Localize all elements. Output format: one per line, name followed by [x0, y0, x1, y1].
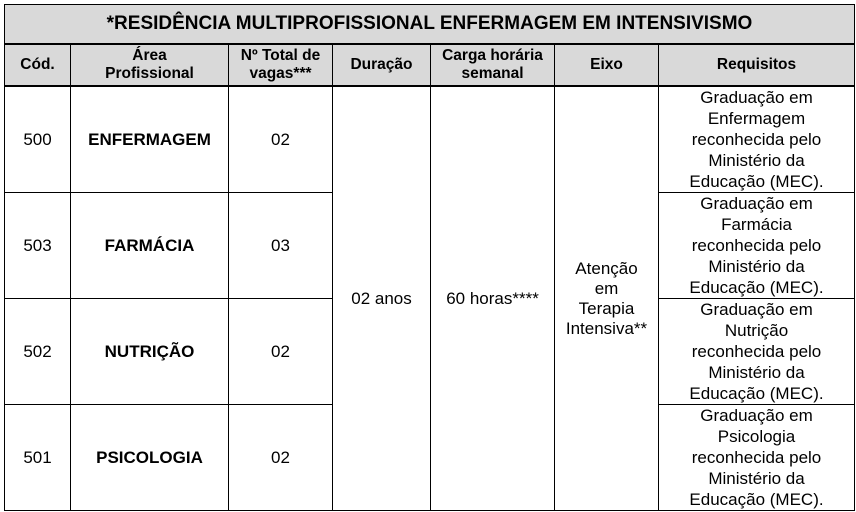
cell-requisitos: [659, 299, 855, 405]
header-area-line2: Profissional: [105, 65, 194, 82]
eixo-line: em: [594, 278, 619, 298]
header-cod: Cód.: [5, 44, 71, 86]
req-line: reconhecida pelo: [691, 342, 822, 361]
req-line: reconhecida pelo: [691, 236, 822, 255]
table-title: *RESIDÊNCIA MULTIPROFISSIONAL ENFERMAGEM EM INTENSIVISMO: [5, 5, 855, 45]
cell-area: ENFERMAGEM: [71, 86, 229, 193]
req-line: Ministério da: [708, 151, 805, 170]
cell-vagas: 03: [229, 193, 333, 299]
req-line: Educação (MEC).: [689, 384, 824, 403]
header-duracao: Duração: [333, 44, 431, 86]
header-carga-line2: semanal: [461, 65, 524, 82]
cell-vagas: 02: [229, 299, 333, 405]
req-line: Enfermagem: [707, 109, 806, 128]
header-vagas-line1: Nº Total de: [240, 47, 321, 64]
cell-cod: 501: [5, 405, 71, 511]
req-line: Ministério da: [708, 363, 805, 382]
req-line: Graduação em: [700, 88, 813, 107]
cell-cod: 503: [5, 193, 71, 299]
cell-requisitos: [659, 86, 855, 193]
cell-area: FARMÁCIA: [71, 193, 229, 299]
header-vagas: [229, 44, 333, 86]
header-row: [5, 44, 855, 86]
req-line: Farmácia: [721, 215, 792, 234]
req-line: Nutrição: [724, 321, 789, 340]
cell-eixo: [555, 86, 659, 511]
header-carga: [431, 44, 555, 86]
cell-cod: 502: [5, 299, 71, 405]
residency-table: [4, 4, 855, 511]
req-line: Educação (MEC).: [689, 172, 824, 191]
cell-vagas: 02: [229, 86, 333, 193]
cell-duracao: 02 anos: [333, 86, 431, 511]
req-line: Graduação em: [700, 194, 813, 213]
header-carga-line1: Carga horária: [442, 47, 543, 64]
eixo-line: Atenção: [575, 258, 638, 278]
req-line: Psicologia: [717, 427, 796, 446]
eixo-line: Intensiva**: [565, 318, 648, 338]
header-vagas-line2: vagas***: [249, 65, 312, 82]
header-eixo: Eixo: [555, 44, 659, 86]
req-line: Graduação em: [700, 300, 813, 319]
cell-carga: 60 horas****: [431, 86, 555, 511]
header-area-line1: Área: [132, 47, 167, 64]
eixo-line: Terapia: [578, 298, 635, 318]
header-requisitos: Requisitos: [659, 44, 855, 86]
req-line: Ministério da: [708, 469, 805, 488]
cell-requisitos: [659, 405, 855, 511]
cell-area: PSICOLOGIA: [71, 405, 229, 511]
req-line: Ministério da: [708, 257, 805, 276]
cell-vagas: 02: [229, 405, 333, 511]
req-line: Educação (MEC).: [689, 278, 824, 297]
req-line: Graduação em: [700, 406, 813, 425]
cell-area: NUTRIÇÃO: [71, 299, 229, 405]
req-line: reconhecida pelo: [691, 130, 822, 149]
table-row: [5, 86, 855, 193]
header-area: [71, 44, 229, 86]
cell-cod: 500: [5, 86, 71, 193]
req-line: reconhecida pelo: [691, 448, 822, 467]
cell-requisitos: [659, 193, 855, 299]
req-line: Educação (MEC).: [689, 490, 824, 509]
